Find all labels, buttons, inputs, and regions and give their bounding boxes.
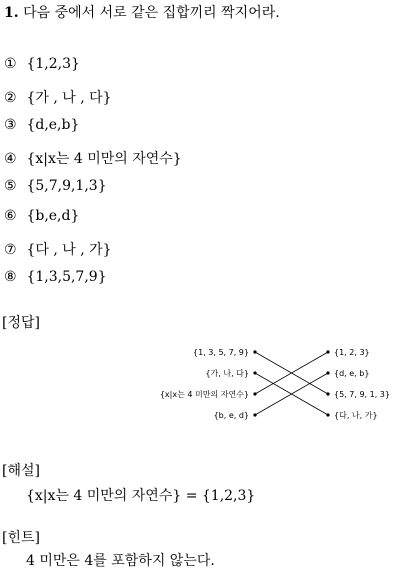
right-dot	[326, 350, 329, 353]
choice-3	[4, 117, 79, 133]
choice-4	[4, 148, 182, 168]
choice-set: {가 , 나 , 다}	[26, 90, 112, 106]
explanation-heading: [해설]	[2, 463, 40, 479]
choice-7	[4, 239, 112, 259]
left-dot	[253, 371, 256, 374]
choice-6	[4, 208, 79, 224]
choice-set: {5,7,9,1,3}	[26, 178, 107, 194]
left-dot	[253, 392, 256, 395]
answer-heading: [정답]	[2, 315, 40, 331]
right-dot	[326, 371, 329, 374]
choice-2	[4, 87, 112, 107]
hint-heading: [힌트]	[2, 530, 40, 546]
choice-set: {d,e,b}	[26, 117, 80, 133]
choice-set: {1,2,3}	[26, 56, 80, 72]
choice-marker: ②	[4, 90, 17, 106]
left-set-label: {가, 나, 다}	[205, 369, 249, 378]
choice-8	[4, 269, 107, 285]
left-dot	[253, 413, 256, 416]
choice-marker: ⑦	[4, 242, 17, 258]
choice-marker: ④	[4, 151, 17, 167]
left-column	[160, 348, 257, 420]
choice-set: {1,3,5,7,9}	[26, 269, 107, 285]
right-column	[326, 348, 390, 420]
right-dot	[326, 413, 329, 416]
choice-set: {x|x는 4 미만의 자연수}	[26, 151, 182, 167]
left-set-label: {b, e, d}	[213, 411, 249, 420]
question-text: 다음 중에서 서로 같은 집합끼리 짝지어라.	[23, 5, 280, 21]
right-set-label: {d, e, b}	[334, 369, 370, 378]
answer-matching-diagram	[0, 340, 403, 420]
choice-marker: ①	[4, 56, 17, 72]
right-dot	[326, 392, 329, 395]
choice-marker: ⑤	[4, 178, 17, 194]
choice-5	[4, 178, 107, 194]
right-set-label: {다, 나, 가}	[334, 411, 378, 420]
question	[4, 2, 280, 22]
choice-set: {b,e,d}	[26, 208, 80, 224]
right-set-label: {5, 7, 9, 1, 3}	[334, 390, 390, 399]
question-number: 1.	[4, 5, 19, 21]
explanation-text: {x|x는 4 미만의 자연수} = {1,2,3}	[26, 488, 256, 504]
choice-1	[4, 56, 80, 72]
left-set-label: {x|x는 4 미만의 자연수}	[159, 390, 249, 399]
choice-set: {다 , 나 , 가}	[26, 242, 112, 258]
right-set-label: {1, 2, 3}	[334, 348, 370, 357]
left-dot	[253, 350, 256, 353]
matching-links	[255, 352, 328, 415]
choice-marker: ⑧	[4, 269, 17, 285]
left-set-label: {1, 3, 5, 7, 9}	[193, 348, 249, 357]
hint-text: 4 미만은 4를 포함하지 않는다.	[26, 553, 215, 569]
choice-marker: ⑥	[4, 208, 17, 224]
choice-marker: ③	[4, 117, 17, 133]
